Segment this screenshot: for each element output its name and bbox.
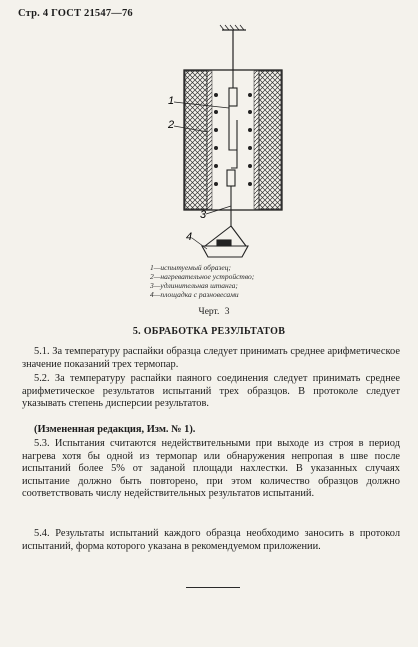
section-title: 5. ОБРАБОТКА РЕЗУЛЬТАТОВ	[132, 326, 286, 337]
paragraph-5-2	[22, 373, 400, 411]
weight-platform	[202, 226, 248, 257]
specimen	[227, 70, 237, 226]
ceiling-support	[220, 25, 246, 70]
test-apparatus-drawing	[0, 0, 418, 300]
legend-item: 2—нагревательное устройство;	[150, 272, 255, 281]
paragraph-text: 5.1. За температуру распайки образца следует принимать среднее арифметическое значение показаний трех термопар.	[22, 346, 400, 370]
paragraph-text: (Измененная редакция, Изм. № 1).	[34, 424, 196, 435]
legend-item: 3—удлинительная штанга;	[150, 281, 238, 290]
end-rule	[186, 587, 240, 588]
figure-legend	[150, 263, 254, 299]
page-header: Стр. 4 ГОСТ 21547—76	[18, 8, 133, 19]
paragraph-5-3	[22, 438, 400, 501]
legend-item: 4—площадка с разновесами	[150, 290, 239, 299]
callout-4	[186, 231, 207, 249]
label-1: 1	[168, 95, 175, 107]
paragraph-text: 5.3. Испытания считаются недействительными при выходе из строя в период нагрева хотя бы одной из термопар или обнаружения непропая в шве после испытаний более 5% от заданой площади нахлестки. В указанных случаях испытание должно быть повторено, при этом количество образцов должно соответствовать числу недействительных результатов испытаний.	[22, 438, 400, 499]
heater-wall-left	[185, 71, 207, 209]
caption-label: Черт.	[198, 307, 220, 317]
amendment-note	[22, 424, 400, 437]
label-4: 4	[186, 231, 193, 243]
paragraph-text: 5.4. Результаты испытаний каждого образца необходимо заносить в протокол испытаний, форма которого указана в рекомендуемом приложении.	[22, 528, 400, 552]
figure-caption	[0, 307, 418, 317]
paragraph-5-4	[22, 528, 400, 553]
paragraph-text: 5.2. За температуру распайки паяного соединения следует принимать среднее арифметическое результатов испытаний трех образцов. В протоколе следует указывать степень дисперсии результатов.	[22, 373, 400, 409]
caption-number: 3	[224, 307, 230, 317]
paragraph-5-1	[22, 346, 400, 371]
legend-item: 1—испытуемый образец;	[150, 263, 231, 272]
heater-wall-right	[259, 71, 281, 209]
label-3: 3	[200, 209, 207, 221]
callout-3	[200, 206, 231, 221]
label-2: 2	[168, 119, 175, 131]
